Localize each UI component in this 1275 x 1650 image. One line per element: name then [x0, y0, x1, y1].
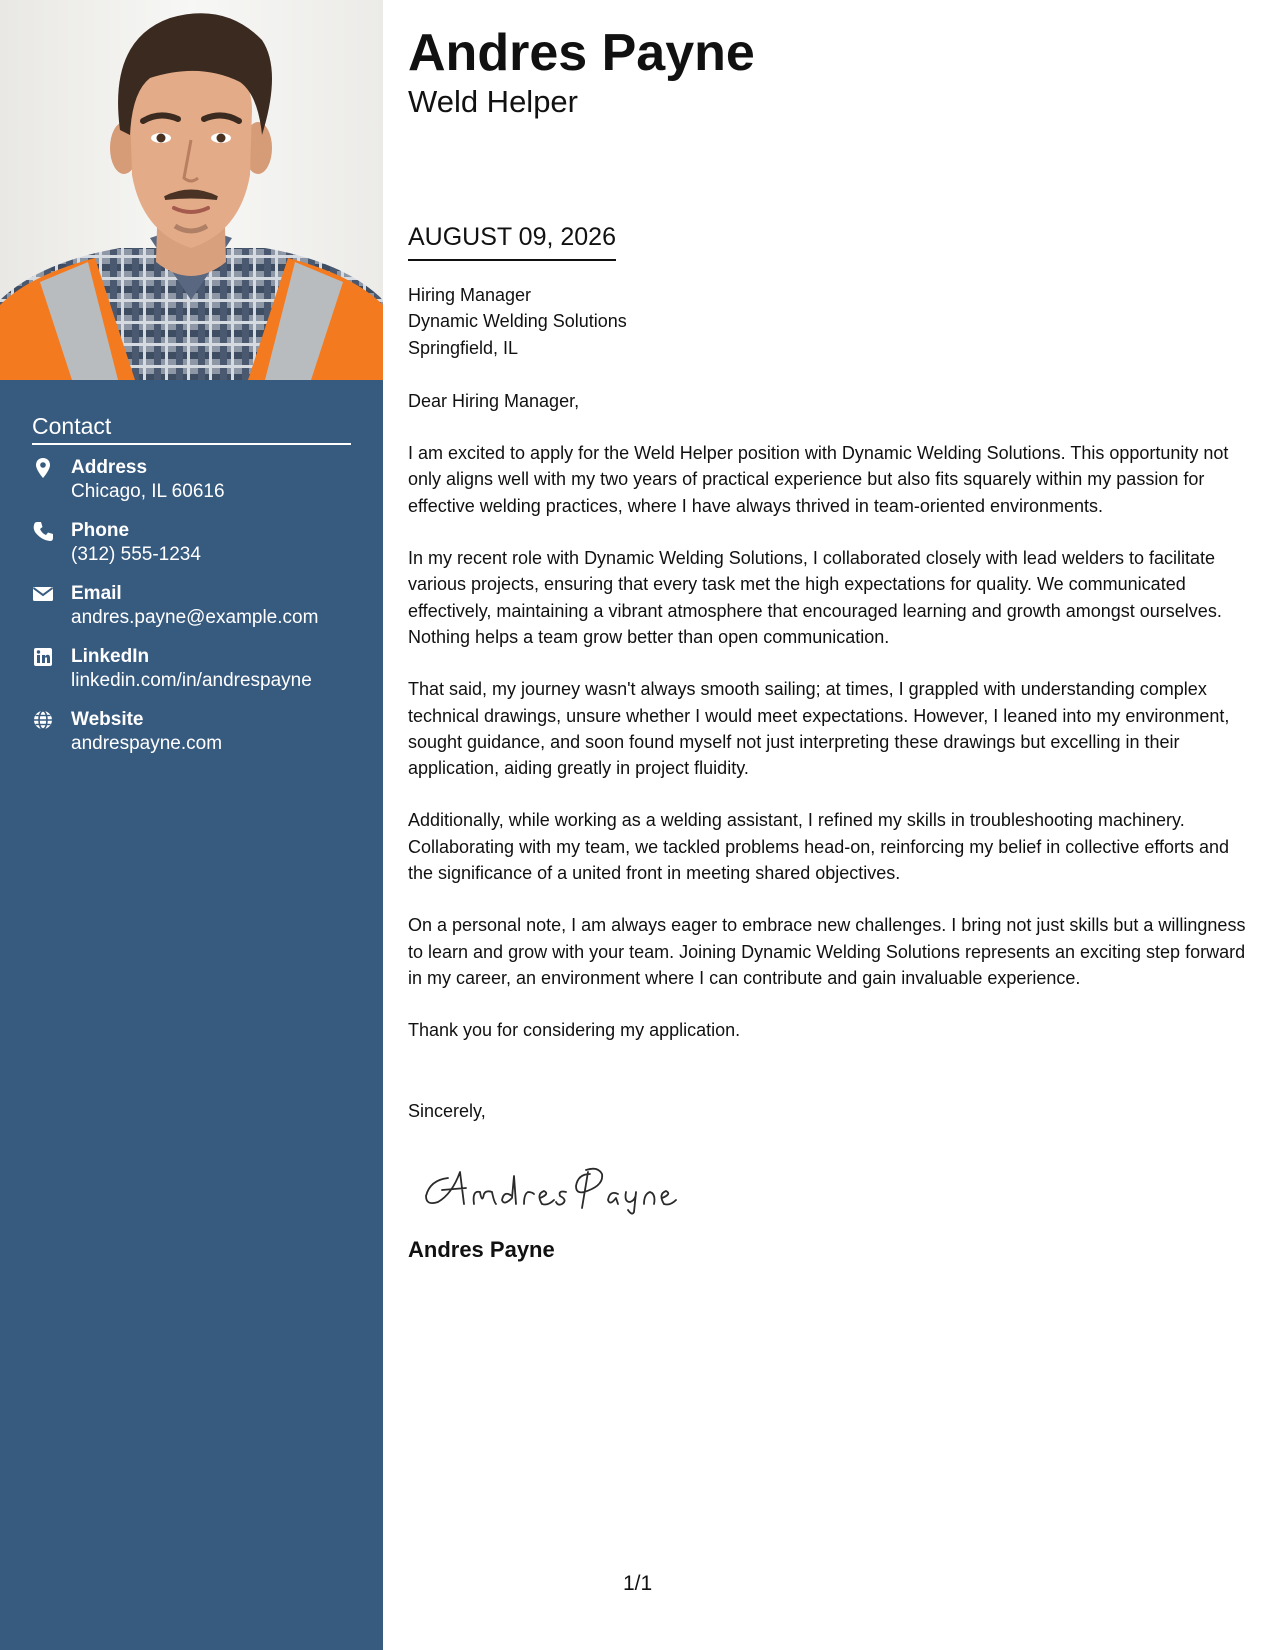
applicant-name: Andres Payne — [408, 24, 755, 82]
portrait-illustration — [0, 0, 383, 380]
recipient-location: Springfield, IL — [408, 337, 519, 358]
email-value[interactable]: andres.payne@example.com — [71, 607, 319, 628]
website-label: Website — [71, 709, 144, 730]
email-label: Email — [71, 583, 122, 604]
contact-item-linkedin — [32, 645, 351, 708]
linkedin-value[interactable]: linkedin.com/in/andrespayne — [71, 670, 312, 691]
linkedin-icon — [32, 646, 54, 668]
contact-item-address — [32, 456, 351, 519]
profile-photo — [0, 0, 383, 380]
recipient-title: Hiring Manager — [408, 285, 532, 305]
contact-item-email — [32, 582, 351, 645]
envelope-icon — [32, 583, 54, 605]
closing: Sincerely, — [408, 1100, 486, 1121]
sidebar — [0, 0, 383, 1650]
handwritten-signature — [418, 1160, 678, 1216]
phone-value[interactable]: (312) 555-1234 — [71, 544, 201, 565]
thank-you-line: Thank you for considering my application. — [408, 1020, 741, 1041]
address-label: Address — [71, 457, 148, 478]
contact-item-phone — [32, 519, 351, 582]
phone-label: Phone — [71, 520, 130, 541]
globe-icon — [32, 709, 54, 731]
paragraph: Additionally, while working as a welding assistant, I refined my skills in troubleshooting machinery. Collaborating with my team, we tackled problems head-on, reinforcing my belief in collective efforts and the significance of a united front in meeting shared objectives. — [408, 810, 1230, 884]
page-number: 1/1 — [623, 1572, 653, 1595]
location-pin-icon — [32, 457, 54, 479]
contact-item-website — [32, 708, 351, 771]
signed-name: Andres Payne — [408, 1236, 555, 1262]
letter-date: AUGUST 09, 2026 — [408, 222, 616, 261]
address-value: Chicago, IL 60616 — [71, 481, 225, 502]
letter-body — [408, 282, 1248, 1264]
recipient-company: Dynamic Welding Solutions — [408, 311, 627, 332]
website-value[interactable]: andrespayne.com — [71, 733, 223, 754]
paragraph: On a personal note, I am always eager to embrace new challenges. I bring not just skills but a willingness to learn and grow with your team. Joining Dynamic Welding Solutions represents an exciting step forward in my career, an environment where I can contribute and gain invaluable experience. — [408, 915, 1246, 988]
recipient-block — [408, 282, 1248, 361]
greeting: Dear Hiring Manager, — [408, 390, 580, 411]
contact-heading: Contact — [32, 412, 351, 445]
paragraph: That said, my journey wasn't always smooth sailing; at times, I grappled with understanding complex technical drawings, unsure whether I would meet expectations. However, I leaned into my environment, sought guidance, and soon found myself not just interpreting these drawings but excelling in their application, aiding greatly in project fluidity. — [408, 679, 1230, 779]
job-title: Weld Helper — [408, 84, 579, 119]
paragraph: I am excited to apply for the Weld Helper position with Dynamic Welding Solutions. This opportunity not only aligns well with my two years of practical experience but also fits squarely within my passion for effective welding practices, where I have always thrived in team-oriented environments. — [408, 443, 1229, 516]
contact-section — [32, 412, 351, 771]
phone-icon — [32, 520, 54, 542]
paragraph: In my recent role with Dynamic Welding Solutions, I collaborated closely with lead welders to facilitate various projects, ensuring that every task met the high expectations for quality. We communicated effectively, maintaining a vibrant atmosphere that encouraged learning and growth amongst ourselves. Nothing helps a team grow better than open communication. — [408, 548, 1222, 647]
linkedin-label: LinkedIn — [71, 646, 150, 667]
